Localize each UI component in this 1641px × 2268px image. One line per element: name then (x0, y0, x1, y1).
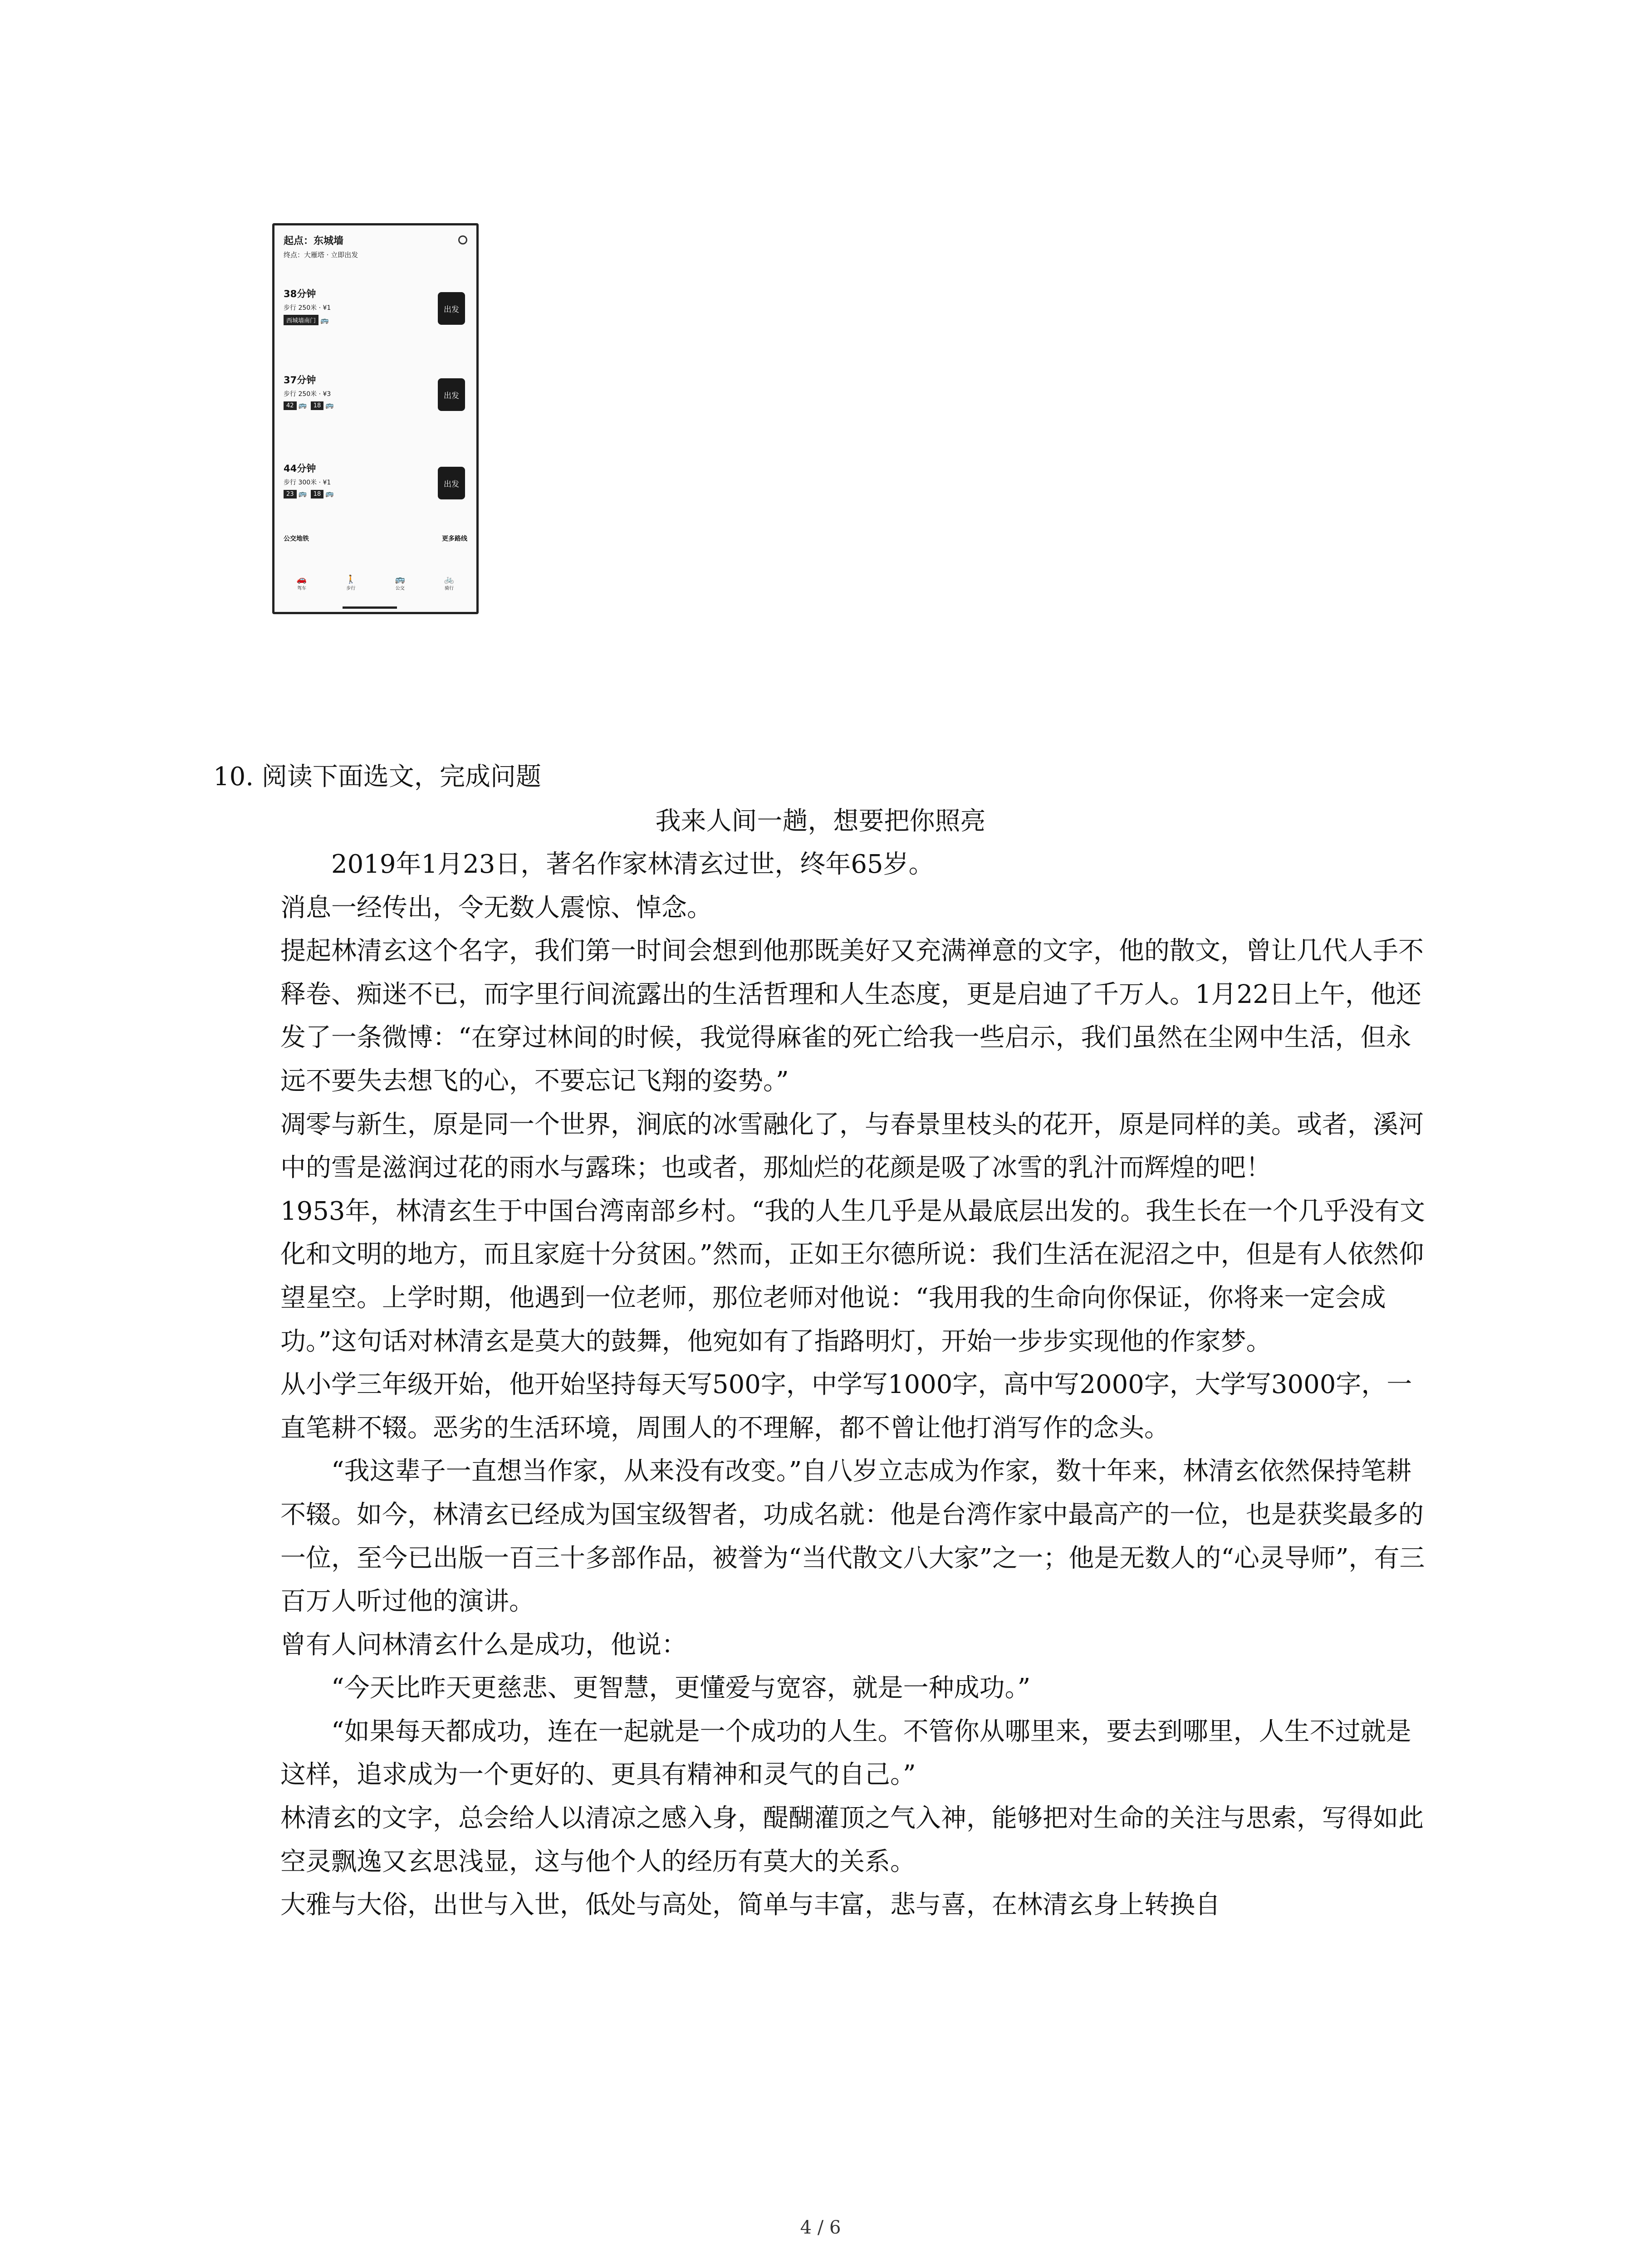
article-body (280, 843, 1433, 1927)
route-detail: 步行 250米 · ¥3 (284, 391, 331, 398)
route-duration: 44分钟 (284, 463, 316, 474)
go-button: 出发 (438, 467, 465, 499)
bus-icon: 🚌 (395, 575, 405, 584)
mode-tabs (288, 575, 463, 591)
tab-drive: 🚗 驾车 (296, 575, 307, 591)
close-icon (458, 235, 467, 244)
bus-icon: 🚌 (320, 316, 329, 324)
car-icon: 🚗 (296, 575, 307, 584)
bike-icon: 🚲 (444, 575, 455, 584)
tab-bus: 🚌 公交 (395, 575, 405, 591)
active-tab-indicator (343, 606, 397, 609)
paragraph: 1953年，林清玄生于中国台湾南部乡村。“我的人生几乎是从最底层出发的。我生长在一个几乎没有文化和文明的地方，而且家庭十分贫困。”然而，正如王尔德所说：我们生活在泥沼之中，但是有人依然仰望星空。上学时期，他遇到一位老师，那位老师对他说：“我用我的生命向你保证，你将来一定会成功。”这句话对林清玄是莫大的鼓舞，他宛如有了指路明灯，开始一步步实现他的作家梦。 (280, 1196, 1425, 1356)
paragraph: “如果每天都成功，连在一起就是一个成功的人生。不管你从哪里来，要去到哪里，人生不过就是这样，追求成为一个更好的、更具有精神和灵气的自己。” (280, 1716, 1411, 1790)
paragraph: “我这辈子一直想当作家，从来没有改变。”自八岁立志成为作家，数十年来，林清玄依然保持笔耕不辍。如今，林清玄已经成为国宝级智者，功成名就：他是台湾作家中最高产的一位，也是获奖最多的一位，至今已出版一百三十多部作品，被誉为“当代散文八大家”之一；他是无数人的“心灵导师”，有三百万人听过他的演讲。 (280, 1457, 1425, 1617)
line-chip: 42 (284, 401, 297, 410)
route-option-2 (284, 373, 470, 423)
route-duration: 38分钟 (284, 288, 316, 299)
line-chip: 西城墙南门 (284, 315, 318, 325)
bus-icon: 🚌 (325, 401, 334, 409)
tab-walk: 🚶 步行 (346, 575, 356, 591)
line-chip: 18 (311, 490, 324, 499)
go-button: 出发 (438, 378, 465, 411)
article-title: 我来人间一趟，想要把你照亮 (655, 807, 986, 836)
page-number: 4 / 6 (800, 2217, 841, 2238)
paragraph: 曾有人问林清玄什么是成功，他说： (280, 1630, 687, 1660)
phone-screenshot (272, 223, 479, 614)
bus-icon: 🚌 (325, 489, 334, 498)
paragraph: 消息一经传出，令无数人震惊、悼念。 (280, 893, 712, 923)
route-detail: 步行 300米 · ¥1 (284, 479, 331, 486)
line-chip: 23 (284, 490, 297, 499)
bus-icon: 🚌 (298, 489, 307, 498)
paragraph: 从小学三年级开始，他开始坚持每天写500字，中学写1000字，高中写2000字，大学写3000字，一直笔耕不辍。恶劣的生活环境，周围人的不理解，都不曾让他打消写作的念头。 (280, 1370, 1412, 1443)
bus-icon: 🚌 (298, 401, 307, 409)
transit-link: 公交地铁 (284, 535, 309, 543)
line-chip: 18 (311, 401, 324, 410)
route-header (284, 235, 358, 262)
route-end: 终点：大雁塔 · 立即出发 (284, 251, 358, 259)
tab-bike: 🚲 骑行 (444, 575, 455, 591)
route-detail: 步行 250米 · ¥1 (284, 304, 331, 312)
question-heading: 10. 阅读下面选文，完成问题 (213, 762, 541, 792)
route-option-3 (284, 461, 470, 511)
route-start: 起点：东城墙 (284, 235, 344, 247)
paragraph: 大雅与大俗，出世与入世，低处与高处，简单与丰富，悲与喜，在林清玄身上转换自 (280, 1890, 1220, 1920)
go-button: 出发 (438, 292, 465, 325)
more-routes-link: 更多路线 (442, 535, 467, 543)
route-option-1 (284, 287, 470, 337)
route-duration: 37分钟 (284, 375, 316, 386)
paragraph: “今天比昨天更慈悲、更智慧，更懂爱与宽容，就是一种成功。” (331, 1673, 1031, 1703)
walk-icon: 🚶 (346, 575, 356, 584)
paragraph: 林清玄的文字，总会给人以清凉之感入身，醍醐灌顶之气入神，能够把对生命的关注与思索，写得如此空灵飘逸又玄思浅显，这与他个人的经历有莫大的关系。 (280, 1804, 1424, 1877)
paragraph: 提起林清玄这个名字，我们第一时间会想到他那既美好又充满禅意的文字，他的散文，曾让几代人手不释卷、痴迷不已，而字里行间流露出的生活哲理和人生态度，更是启迪了千万人。1月22日上午，他还发了一条微博：“在穿过林间的时候，我觉得麻雀的死亡给我一些启示，我们虽然在尘网中生活，但永远不要失去想飞的心，不要忘记飞翔的姿势。” (280, 936, 1424, 1096)
paragraph: 凋零与新生，原是同一个世界，涧底的冰雪融化了，与春景里枝头的花开，原是同样的美。或者，溪河中的雪是滋润过花的雨水与露珠；也或者，那灿烂的花颜是吸了冰雪的乳汁而辉煌的吧！ (280, 1110, 1424, 1183)
route-footer (284, 534, 467, 543)
paragraph: 2019年1月23日，著名作家林清玄过世，终年65岁。 (331, 850, 934, 879)
